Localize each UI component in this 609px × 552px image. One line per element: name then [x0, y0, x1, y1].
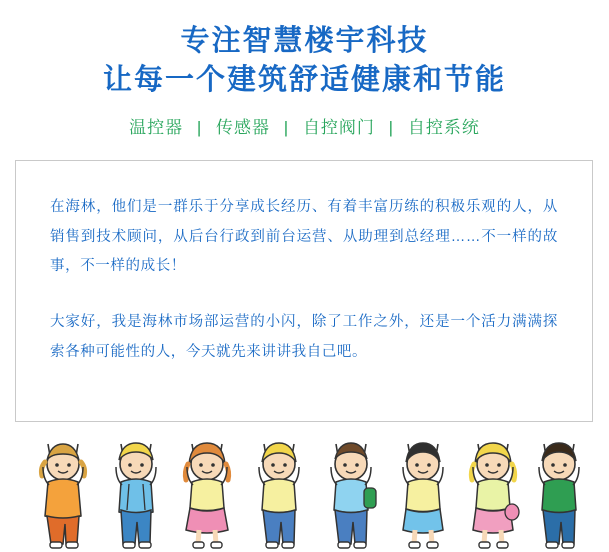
- kid-8-figure: [528, 438, 590, 550]
- category-item-1: 温控器: [129, 118, 184, 138]
- kid-7: [462, 438, 524, 550]
- category-item-4: 自控系统: [407, 118, 480, 138]
- kid-6: [392, 438, 454, 550]
- category-item-2: 传感器: [216, 118, 271, 138]
- category-separator-2: |: [283, 118, 290, 138]
- kid-1-figure: [32, 438, 94, 550]
- kid-2: [105, 438, 167, 550]
- kid-4-figure: [248, 438, 310, 550]
- product-categories: [0, 116, 609, 140]
- kid-3-figure: [176, 438, 238, 550]
- kid-1: [32, 438, 94, 550]
- category-separator-1: |: [196, 118, 203, 138]
- kid-3: [176, 438, 238, 550]
- banner-board: [15, 160, 593, 422]
- category-separator-3: |: [388, 118, 395, 138]
- kid-5-figure: [320, 438, 382, 550]
- kid-7-figure: [462, 438, 524, 550]
- headline-line-2: 让每一个建筑舒适健康和节能: [102, 64, 506, 97]
- header: [0, 0, 609, 140]
- kid-8: [528, 438, 590, 550]
- board-paragraph-1: 在海林，他们是一群乐于分享成长经历、有着丰富历练的积极乐观的人，从销售到技术顾问，从后台行政到前台运营、从助理到总经理……不一样的故事，不一样的成长！: [50, 199, 558, 275]
- kid-2-figure: [105, 438, 167, 550]
- banner-board-content: [16, 161, 592, 368]
- kid-5: [320, 438, 382, 550]
- kid-4: [248, 438, 310, 550]
- board-paragraph-2: 大家好，我是海林市场部运营的小闪，除了工作之外，还是一个活力满满探索各种可能性的人，今天就先来讲讲我自己吧。: [50, 314, 558, 360]
- headline-line-1: 专注智慧楼宇科技: [180, 25, 429, 57]
- children-illustration: [0, 415, 609, 552]
- kid-6-figure: [392, 438, 454, 550]
- category-item-3: 自控阀门: [302, 118, 375, 138]
